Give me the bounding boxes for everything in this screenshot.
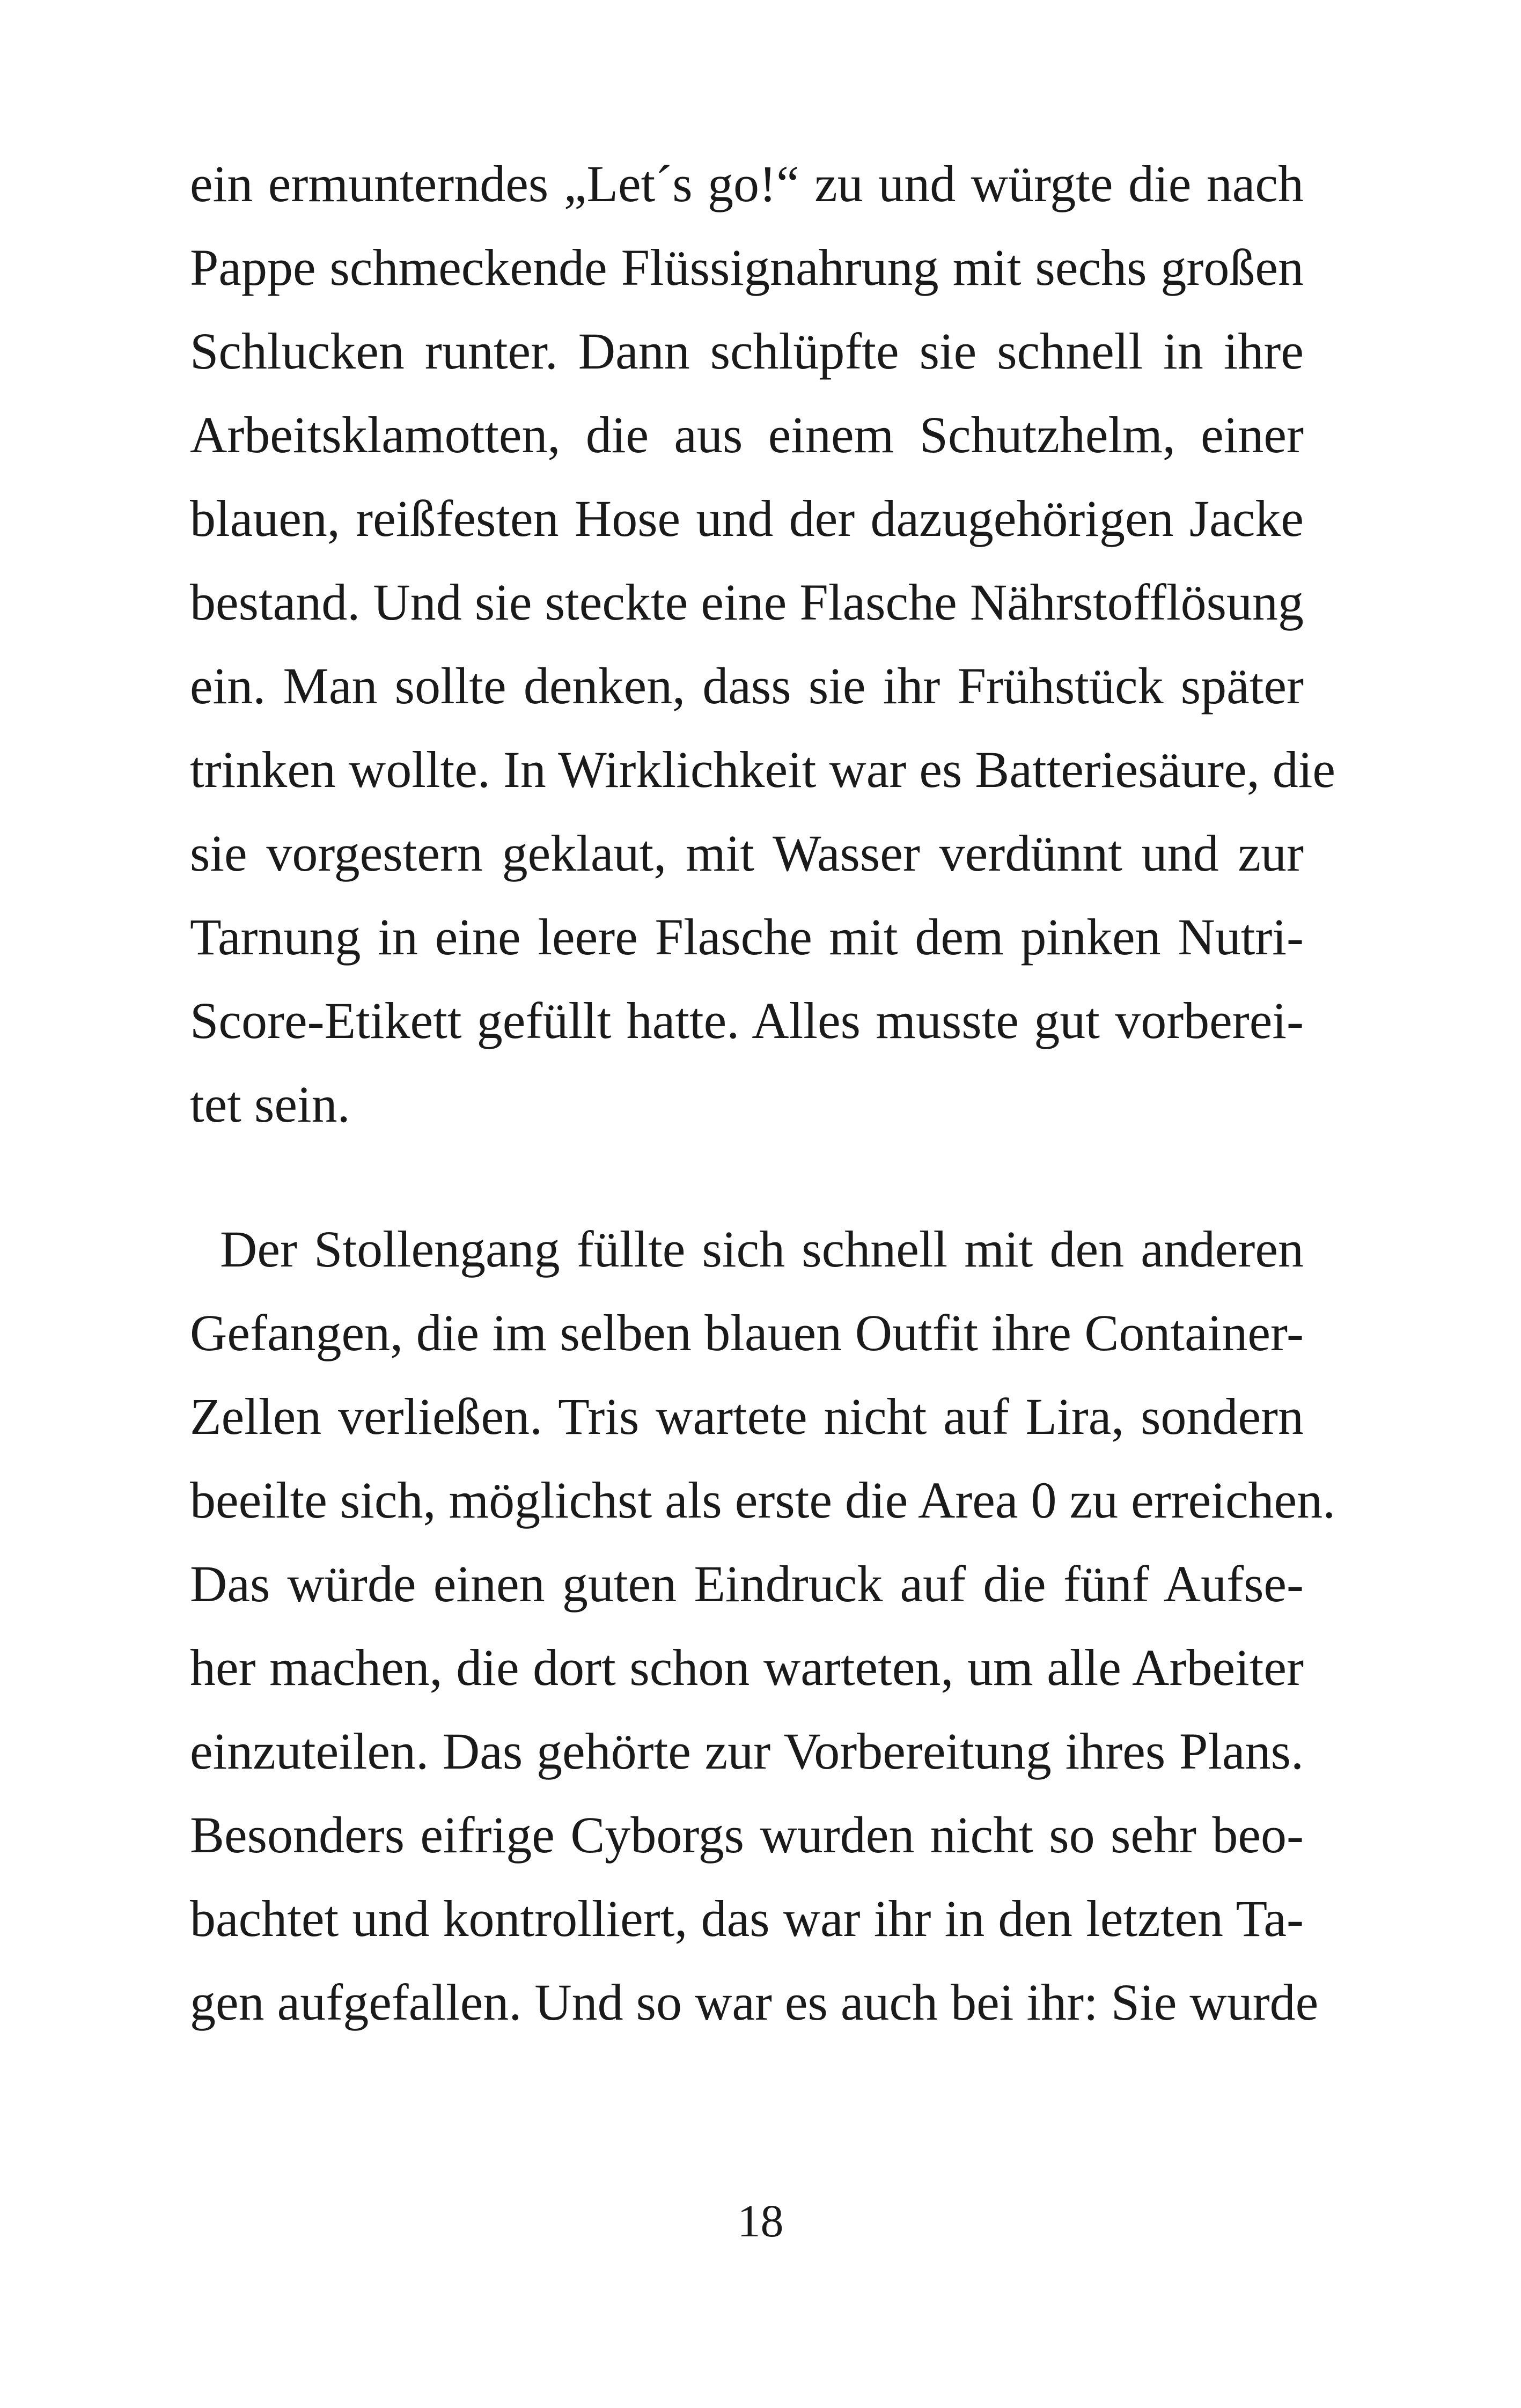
text-line: ein ermunterndes „Let´s go!“ zu und würgte die nach [190, 155, 1304, 212]
page-number: 18 [737, 2195, 784, 2247]
text-line: ein. Man sollte denken, dass sie ihr Frühstück später [190, 657, 1304, 715]
text-line: einzuteilen. Das gehörte zur Vorbereitung ihres Plans. [190, 1722, 1304, 1780]
text-line: her machen, die dort schon warteten, um alle Arbeiter [190, 1639, 1304, 1696]
text-line: blauen, reißfesten Hose und der dazugehörigen Jacke [190, 490, 1304, 547]
text-line: beeilte sich, möglichst als erste die Area 0 zu erreichen. [190, 1471, 1336, 1529]
text-line: sie vorgestern geklaut, mit Wasser verdünnt und zur [190, 824, 1304, 882]
paragraph-1 [190, 142, 1335, 1146]
text-line: Arbeitsklamotten, die aus einem Schutzhelm, einer [190, 406, 1304, 463]
text-line: bachtet und kontrolliert, das war ihr in den letzten Ta- [190, 1890, 1304, 1947]
text-line: Tarnung in eine leere Flasche mit dem pinken Nutri- [190, 908, 1304, 966]
text-line: trinken wollte. In Wirklichkeit war es Batteriesäure, die [190, 741, 1335, 798]
text-line: Score-Etikett gefüllt hatte. Alles musste gut vorberei- [190, 992, 1304, 1049]
text-line: tet sein. [190, 1076, 350, 1133]
text-line: Zellen verließen. Tris wartete nicht auf Lira, sondern [190, 1388, 1304, 1445]
text-line: Das würde einen guten Eindruck auf die fünf Aufse- [190, 1555, 1304, 1612]
text-line: Pappe schmeckende Flüssignahrung mit sechs großen [190, 239, 1304, 296]
text-line: gen aufgefallen. Und so war es auch bei ihr: Sie wurde [190, 1973, 1319, 2031]
text-line: Besonders eifrige Cyborgs wurden nicht so sehr beo- [190, 1806, 1304, 1864]
text-line: bestand. Und sie steckte eine Flasche Nährstofflösung [190, 573, 1304, 631]
text-line: Schlucken runter. Dann schlüpfte sie schnell in ihre [190, 322, 1304, 380]
text-line: Der Stollengang füllte sich schnell mit den anderen [220, 1220, 1304, 1278]
text-line: Gefangen, die im selben blauen Outfit ihre Container- [190, 1304, 1304, 1361]
paragraph-2 [190, 1207, 1336, 2044]
